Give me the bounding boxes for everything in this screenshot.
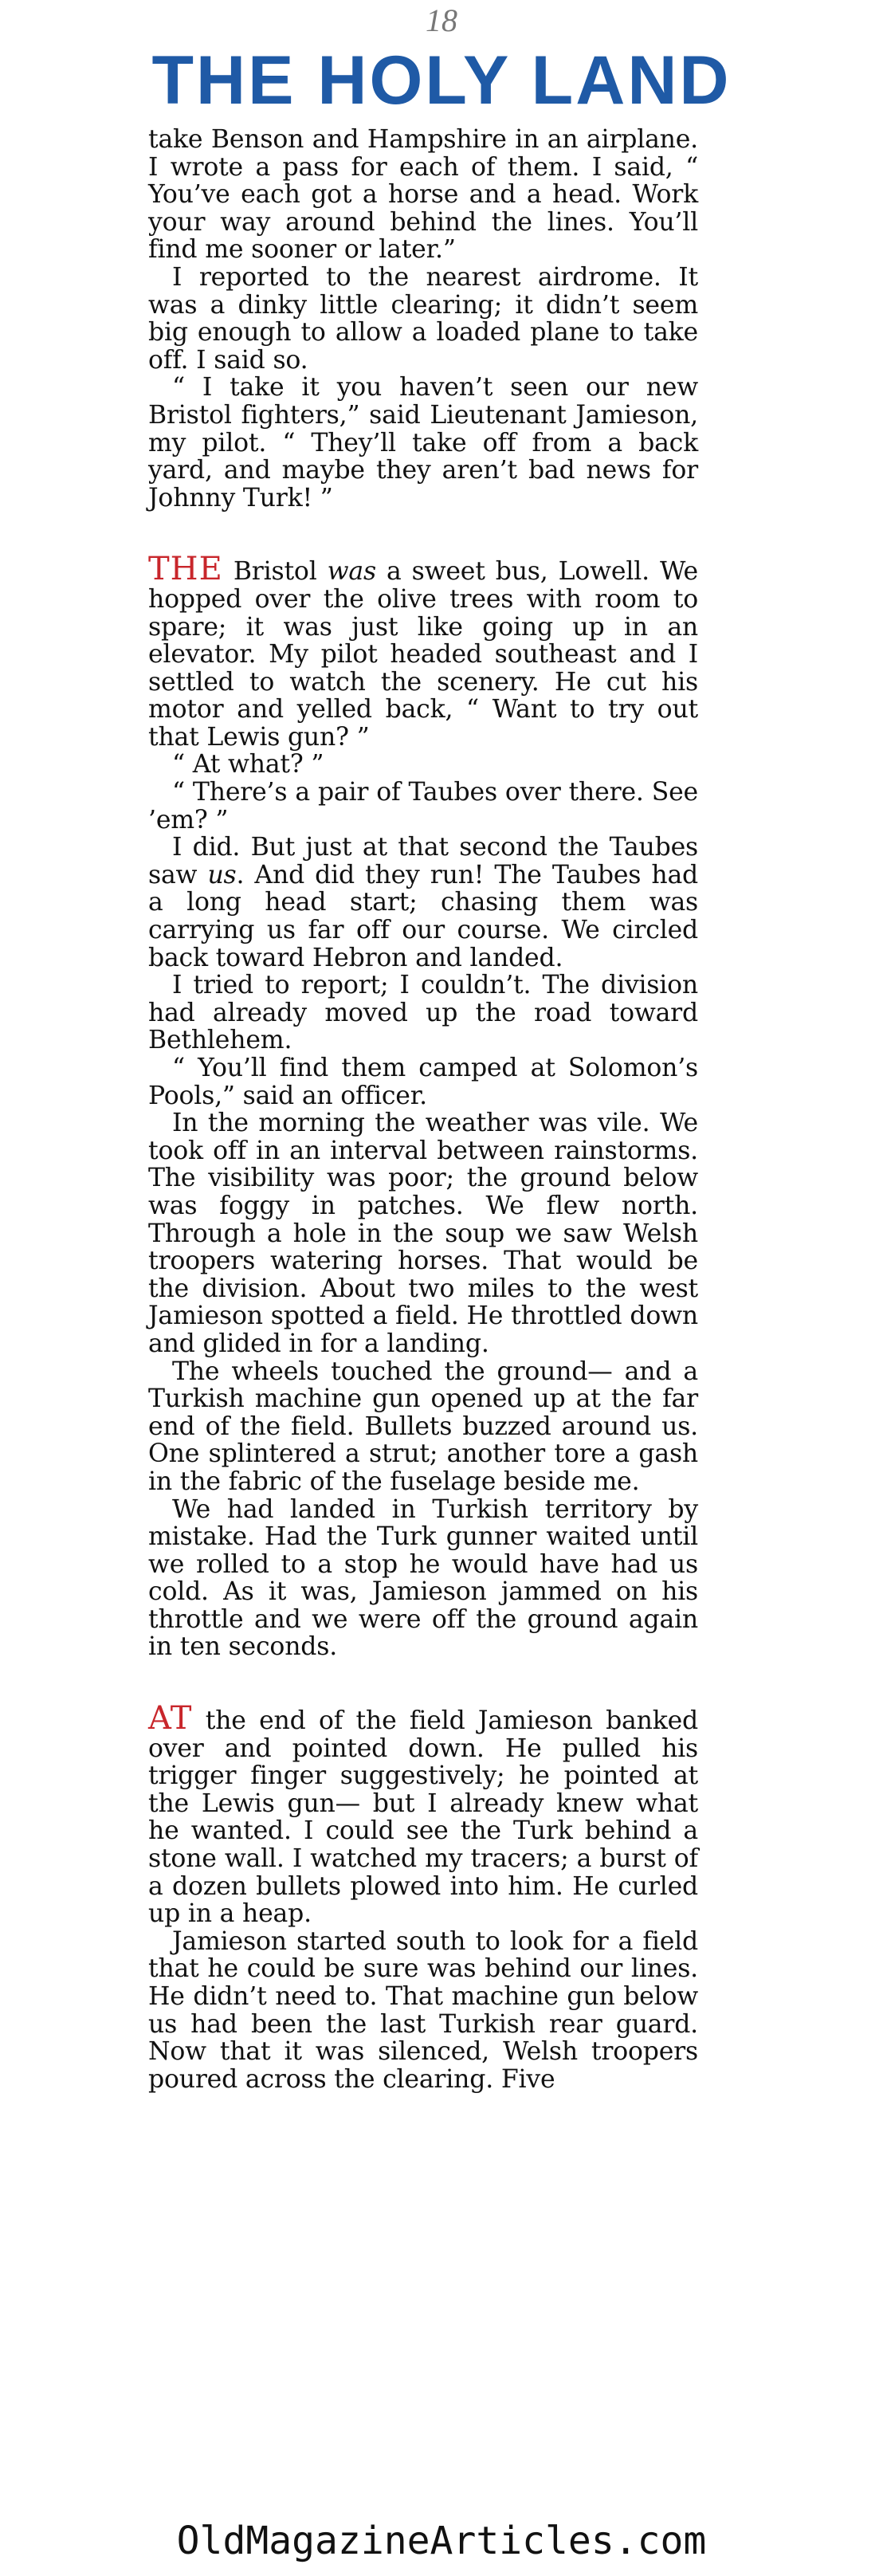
emphasis-text: us [207, 860, 237, 889]
paragraph: In the morning the weather was vile. We took off in an interval between rainstorms. The visibility was poor; the ground below was foggy in patches. We flew north. Through a hole in the soup we saw Welsh troopers watering horses. That would be the division. About two miles to the west Jamieson spotted a field. He throttled down and glided in for a landing. [148, 1109, 698, 1358]
paragraph-text: . And did they run! The Taubes had a long head start; chasing them was carrying us far off our course. We circled back toward Hebron and landed. [148, 860, 699, 972]
page-number: 18 [426, 2, 457, 38]
section-divider [148, 512, 698, 553]
paragraph: “ I take it you haven’t seen our new Bristol fighters,” said Lieutenant Jamieson, my pilot. “ They’ll take off from a back yard, and maybe they aren’t bad news for Johnny Turk! ” [148, 373, 698, 512]
section-lead-paragraph [148, 553, 698, 751]
page-title: THE HOLY LAND [151, 42, 732, 119]
paragraph: The wheels touched the ground— and a Turkish machine gun opened up at the far end of the field. Bullets buzzed around us. One splintered a strut; another tore a gash in the fabric of the fuselage beside me. [148, 1357, 698, 1496]
paragraph: take Benson and Hampshire in an airplane. I wrote a pass for each of them. I said, “ You’ve each got a horse and a head. Work your way around behind the lines. You’ll find me sooner or later.” [148, 125, 698, 265]
paragraph [148, 834, 698, 972]
paragraph-text: I did. But just at that second the Taubes saw [148, 833, 698, 889]
paragraph: Jamieson started south to look for a field that he could be sure was behind our lines. He didn’t need to. That machine gun below us had been the last Turkish rear guard. Now that it was silenced, Welsh troopers poured across the clearing. Five [148, 1926, 698, 2094]
emphasis-text: was [327, 557, 376, 587]
section-lead-paragraph [148, 1702, 698, 1928]
section-divider [148, 1661, 698, 1702]
drop-cap: AT [148, 1700, 193, 1738]
drop-cap: THE [148, 551, 223, 588]
paragraph: We had landed in Turkish territory by mistake. Had the Turk gunner waited until we rolled to a stop he would have had us cold. As it was, Jamieson jammed on his throttle and we were off the ground again in ten seconds. [148, 1494, 698, 1662]
dialogue-line: “ At what? ” [172, 750, 324, 779]
lead-text: a sweet bus, Lowell. We hopped over the olive trees with room to spare; it was just like going up in an elevator. My pilot headed southeast and I settled to watch the scenery. He cut his motor and yelled back, “ Want to try out that Lewis gun? ” [148, 557, 698, 752]
watermark-logo: OldMagazineArticles.com [176, 2519, 707, 2563]
lead-text: Bristol [222, 557, 328, 587]
article-body [148, 126, 698, 2093]
paragraph: “ You’ll find them camped at Solomon’s Pools,” said an officer. [148, 1054, 698, 1110]
lead-text: the end of the field Jamieson banked over and pointed down. He pulled his trigger finger suggestively; he pointed at the Lewis gun— but I already knew what he wanted. I could see the Turk behind a stone wall. I watched my tracers; a burst of a dozen bullets plowed into him. He curled up in a heap. [148, 1706, 698, 1929]
paragraph: I reported to the nearest airdrome. It was a dinky little clearing; it didn’t seem big enough to allow a loaded plane to take off. I said so. [148, 262, 698, 375]
dialogue-line: “ There’s a pair of Taubes over there. See ’em? ” [148, 778, 698, 834]
paragraph: I tried to report; I couldn’t. The division had already moved up the road toward Bethlehem. [148, 971, 698, 1055]
